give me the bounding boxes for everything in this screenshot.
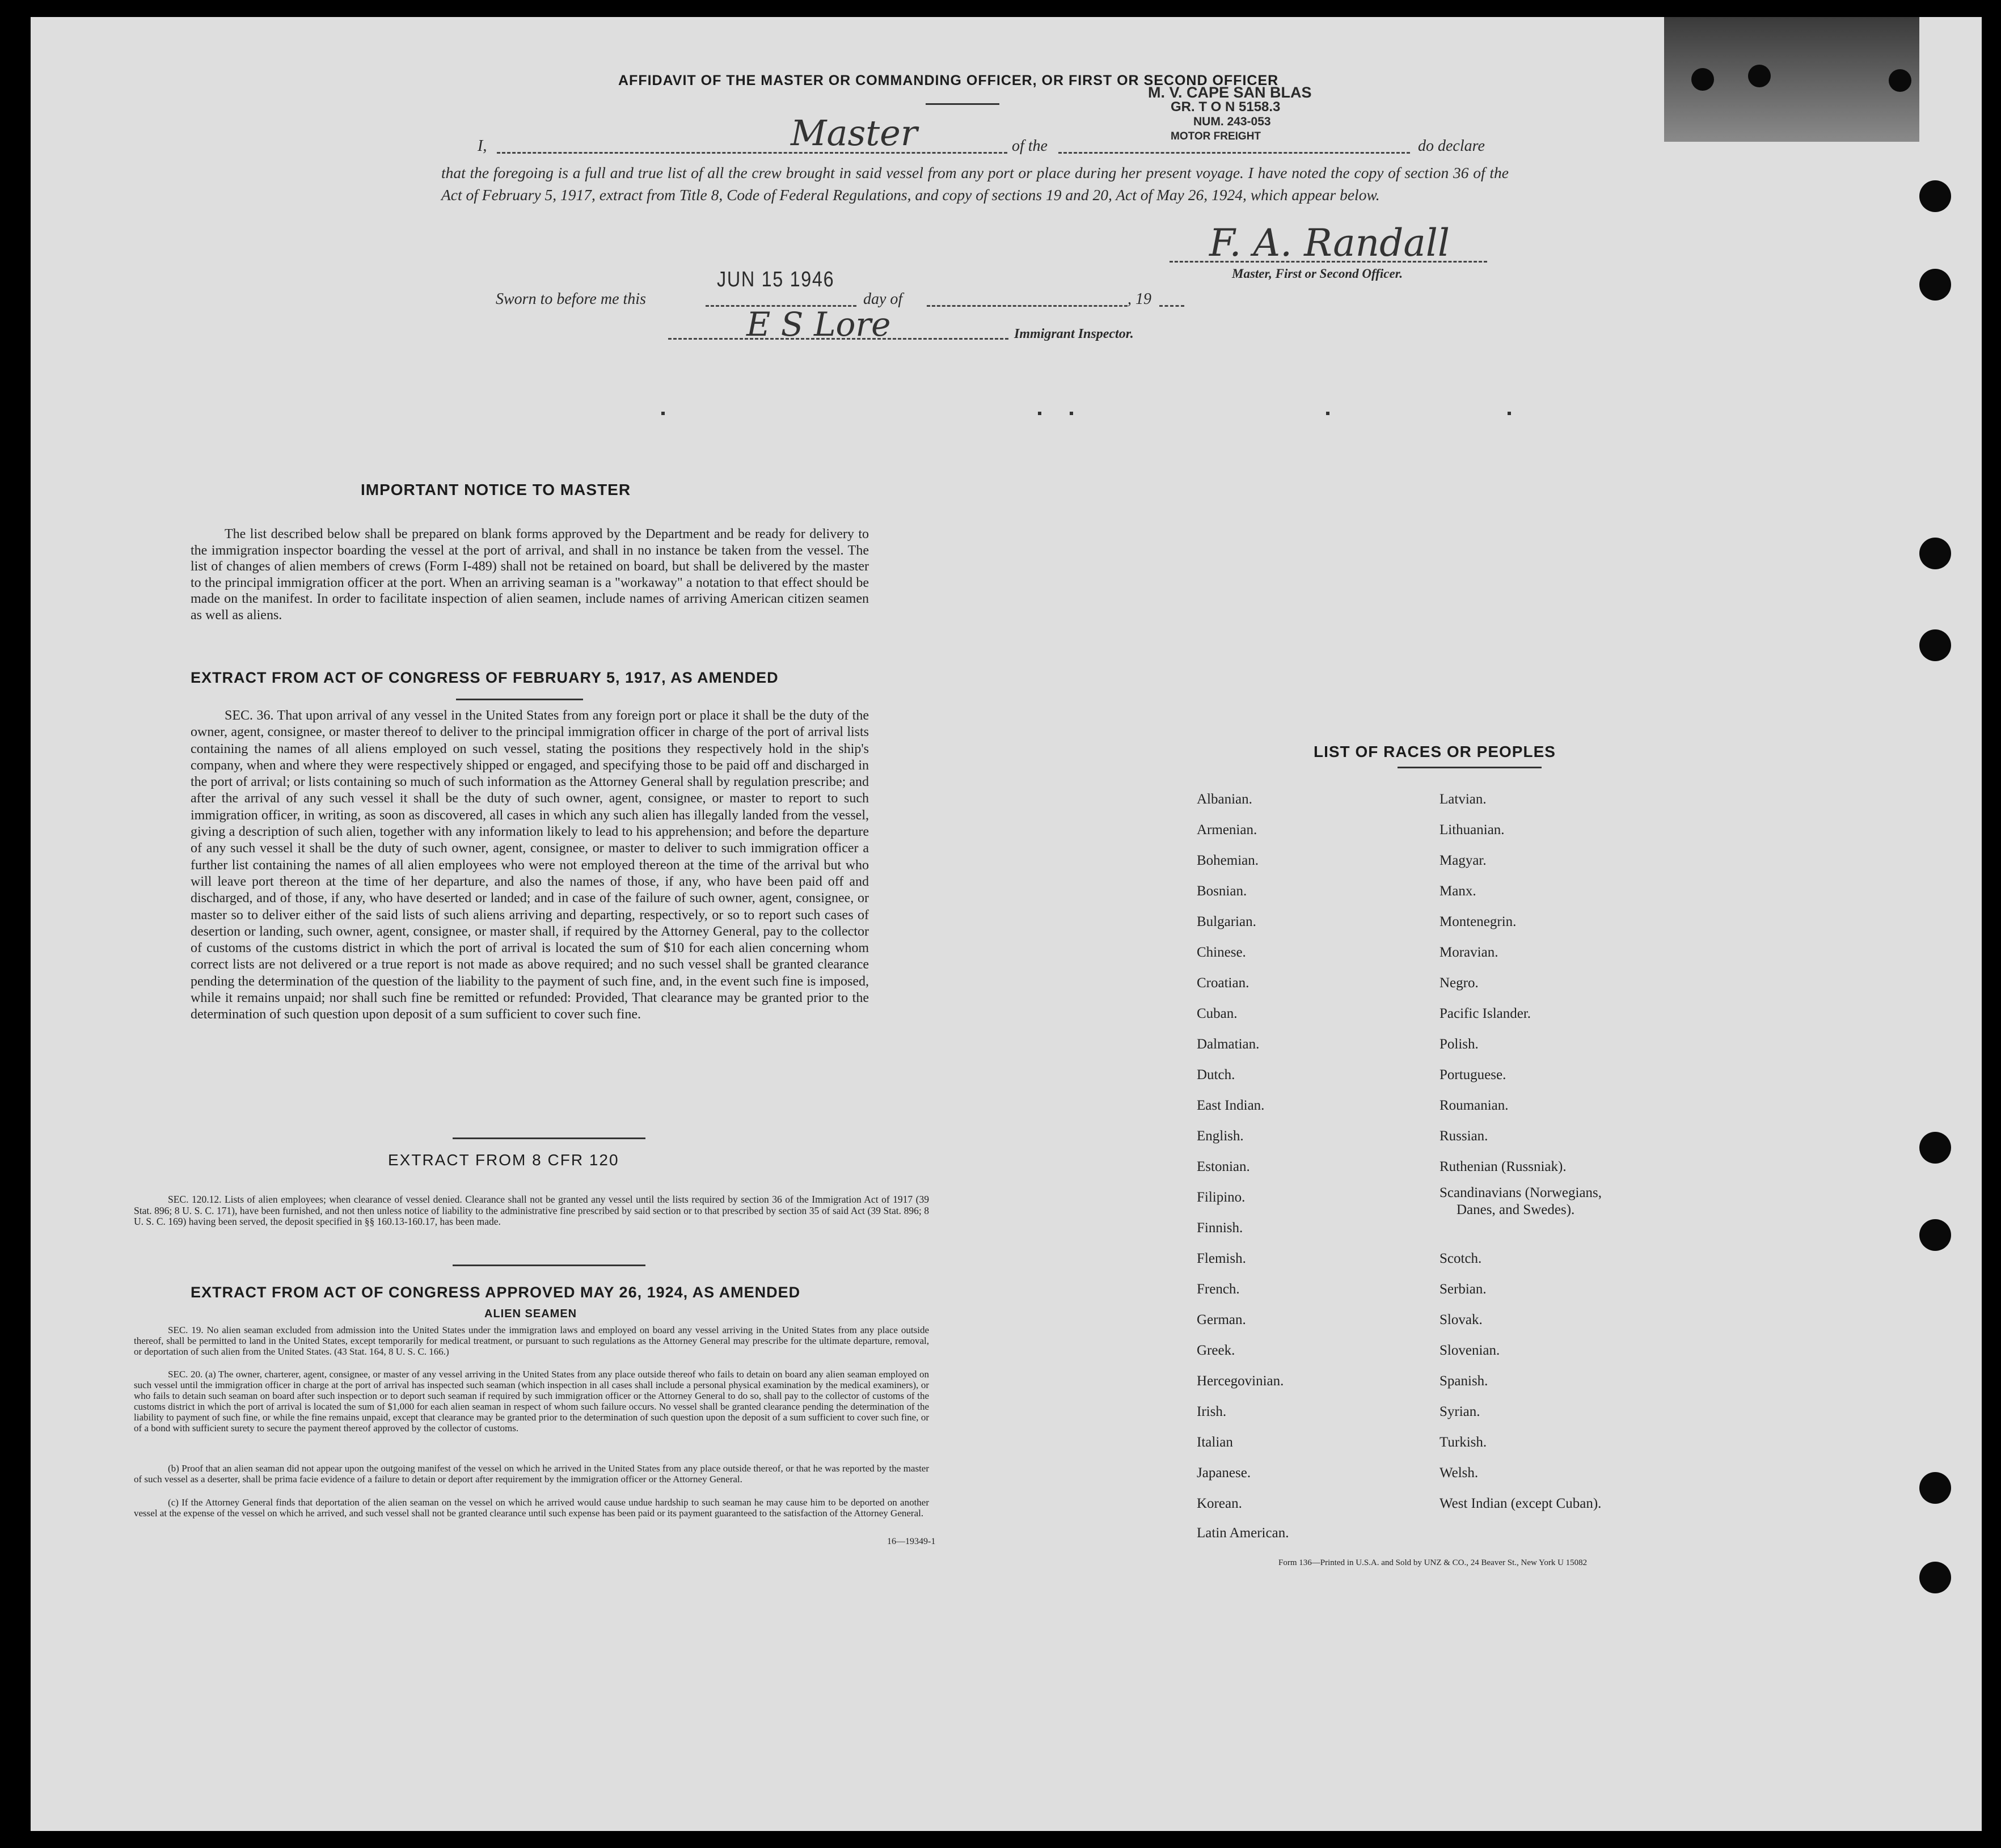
- race-item: Dutch.: [1197, 1067, 1235, 1082]
- extract-cfr-text: SEC. 120.12. Lists of alien employees; when clearance of vessel denied. Clearance shall not be granted any vessel until the lists required by section 36 of the Immigration Act of 1917 (39 Stat. 896; 8 U. S. C. 171), have been furnished, and not then unless notice of liability to the administrative fine prescribed by said section or to that prescribed by section 35 of said Act (39 Stat. 896; 8 U. S. C. 169) having been served, the deposit specified in §§ 160.13-160.17, has been made.: [134, 1194, 929, 1227]
- race-item: Irish.: [1197, 1404, 1227, 1419]
- document-page: [31, 17, 1982, 1831]
- vessel-line: [1058, 152, 1410, 154]
- extract-1917-title: EXTRACT FROM ACT OF CONGRESS OF FEBRUARY 5, 1917, AS AMENDED: [191, 669, 779, 686]
- race-item: Bulgarian.: [1197, 914, 1256, 929]
- race-item: Greek.: [1197, 1343, 1235, 1358]
- do-declare-label: do declare: [1418, 137, 1485, 155]
- race-item: Estonian.: [1197, 1159, 1250, 1174]
- vessel-stamp: [1148, 85, 1312, 144]
- sec20b-text: (b) Proof that an alien seaman did not appear upon the outgoing manifest of the vessel on which he arrived in the United States from any place outside thereof, or that he was reported by the master of such vessel as a deserter, shall be prima facie evidence of a failure to detain or deport after requirement by the immigration officer or the Attorney General.: [134, 1463, 929, 1485]
- print-mark: [661, 412, 665, 415]
- divider: [456, 699, 583, 700]
- race-item: Flemish.: [1197, 1251, 1246, 1266]
- race-item: Chinese.: [1197, 945, 1246, 960]
- race-item: East Indian.: [1197, 1098, 1265, 1113]
- race-item: Pacific Islander.: [1439, 1006, 1531, 1021]
- race-item: Roumanian.: [1439, 1098, 1509, 1113]
- race-item: Filipino.: [1197, 1190, 1246, 1205]
- notice-title: IMPORTANT NOTICE TO MASTER: [361, 481, 631, 498]
- sworn-year-line: [1159, 305, 1184, 307]
- race-item: Latin American.: [1197, 1525, 1289, 1541]
- race-item: Turkish.: [1439, 1435, 1487, 1450]
- race-item: Croatian.: [1197, 975, 1249, 991]
- vessel-number: NUM. 243-053: [1193, 115, 1271, 128]
- race-item: Korean.: [1197, 1496, 1242, 1511]
- form-footer: Form 136—Printed in U.S.A. and Sold by UNZ & CO., 24 Beaver St., New York U 15082: [1278, 1558, 1588, 1567]
- race-item: Danes, and Swedes).: [1457, 1202, 1575, 1217]
- race-item: Polish.: [1439, 1037, 1479, 1052]
- punch-hole-icon: [1919, 1562, 1951, 1593]
- divider: [926, 103, 999, 105]
- race-item: Portuguese.: [1439, 1067, 1506, 1082]
- race-item: German.: [1197, 1312, 1246, 1327]
- vessel-tonnage: GR. T O N 5158.3: [1171, 99, 1281, 115]
- race-item: Scotch.: [1439, 1251, 1482, 1266]
- sec20a-text: SEC. 20. (a) The owner, charterer, agent, consignee, or master of any vessel arriving in the United States from any place outside thereof who fails to detain on board any alien seaman employed on such vessel until the immigration officer in charge at the port of arrival has inspected such seaman (which inspection in all cases shall include a personal physical examination by the medical examiners), or who fails to detain such seaman on board after such inspection or to deport such seaman if required by such immigration officer or the Attorney General to do so, shall pay to the collector of customs of the customs district in which the port of arrival is located the sum of $1,000 for each alien seaman in respect of whom such failure occurs. No vessel shall be granted clearance pending the determination of the liability to payment of such fine, or while the fine remains unpaid, except that clearance may be granted prior to the determination of such question upon the deposit of a sum sufficient to cover such fine, or of a bond with sufficient surety to secure the payment thereof approved by the collector of customs.: [134, 1369, 929, 1433]
- race-item: Lithuanian.: [1439, 822, 1505, 838]
- divider: [1398, 767, 1542, 768]
- extract-cfr-title: EXTRACT FROM 8 CFR 120: [388, 1151, 619, 1169]
- race-item: English.: [1197, 1128, 1244, 1144]
- race-item: Serbian.: [1439, 1282, 1487, 1297]
- punch-hole-icon: [1919, 1219, 1951, 1251]
- date-stamp: JUN 15 1946: [717, 268, 835, 291]
- races-title: LIST OF RACES OR PEOPLES: [1314, 743, 1556, 760]
- race-item: Japanese.: [1197, 1465, 1251, 1481]
- master-name-handwritten: Master: [791, 112, 918, 154]
- sec19-text: SEC. 19. No alien seaman excluded from admission into the United States under the immigration laws and employed on board any vessel arriving in the United States from any place outside thereof, shall be permitted to land in the United States, except temporarily for medical treatment, or pursuant to such regulations as the Attorney General may prescribe for the ultimate departure, removal, or deportation of such alien from the United States. (43 Stat. 164, 8 U. S. C. 166.): [134, 1325, 929, 1357]
- race-item: Italian: [1197, 1435, 1233, 1450]
- inspector-label: Immigrant Inspector.: [1014, 327, 1134, 341]
- declaration-prefix: I,: [478, 137, 487, 155]
- sec20c-text: (c) If the Attorney General finds that deportation of the alien seaman on the vessel on which he arrived would cause undue hardship to such seaman he may cause him to be deported on another vessel at the expense of the vessel on which he arrived, and such vessel shall not be granted clearance until such expense has been paid or its payment guaranteed to the satisfaction of the Attorney General.: [134, 1497, 929, 1519]
- clip-hole-icon: [1889, 69, 1911, 92]
- vessel-type: MOTOR FREIGHT: [1171, 130, 1261, 142]
- race-item: Magyar.: [1439, 853, 1487, 868]
- race-item: Bosnian.: [1197, 883, 1247, 899]
- clip-hole-icon: [1748, 65, 1771, 87]
- race-item: Moravian.: [1439, 945, 1498, 960]
- race-item: Welsh.: [1439, 1465, 1479, 1481]
- master-signature-line: [1170, 261, 1487, 263]
- form-code: 16—19349-1: [887, 1537, 936, 1546]
- race-item: Manx.: [1439, 883, 1476, 899]
- punch-hole-icon: [1919, 269, 1951, 301]
- sworn-month-line: [927, 305, 1128, 307]
- punch-hole-icon: [1919, 1472, 1951, 1504]
- inspector-signature: E S Lore: [746, 305, 891, 344]
- race-item: Ruthenian (Russniak).: [1439, 1159, 1567, 1174]
- inspector-line: [668, 338, 1008, 340]
- race-item: West Indian (except Cuban).: [1439, 1496, 1602, 1511]
- print-mark: [1326, 412, 1329, 415]
- race-item: Russian.: [1439, 1128, 1488, 1144]
- year-label: , 19: [1128, 290, 1151, 308]
- notice-text: The list described below shall be prepared on blank forms approved by the Department and be ready for delivery to the immigration inspector boarding the vessel at the port of arrival, and shall in no instance be taken from the vessel. The list of changes of alien members of crews (Form I-489) shall not be retained on board, but shall be delivered by the master to the principal immigration officer at the port. When an arriving seaman is a "workaway" a notation to that effect should be made on the manifest. In order to facilitate inspection of alien seamen, include names of arriving American citizen seamen as well as aliens.: [191, 527, 869, 623]
- race-item: Hercegovinian.: [1197, 1373, 1284, 1389]
- race-item: Scandinavians (Norwegians,: [1439, 1185, 1602, 1200]
- race-item: Armenian.: [1197, 822, 1257, 838]
- race-item: Slovak.: [1439, 1312, 1483, 1327]
- punch-hole-icon: [1919, 180, 1951, 212]
- race-item: Finnish.: [1197, 1220, 1243, 1236]
- print-mark: [1070, 412, 1073, 415]
- extract-1924-subtitle: ALIEN SEAMEN: [484, 1308, 577, 1320]
- print-mark: [1038, 412, 1041, 415]
- punch-hole-icon: [1919, 538, 1951, 569]
- race-item: Negro.: [1439, 975, 1479, 991]
- of-the-label: of the: [1012, 137, 1048, 155]
- day-of-label: day of: [863, 290, 903, 308]
- print-mark: [1508, 412, 1511, 415]
- affidavit-title: AFFIDAVIT OF THE MASTER OR COMMANDING OFFICER, OR FIRST OR SECOND OFFICER: [618, 73, 1279, 88]
- master-name-line: [497, 152, 1007, 154]
- sworn-label: Sworn to before me this: [496, 290, 646, 308]
- punch-hole-icon: [1919, 1132, 1951, 1164]
- race-item: Cuban.: [1197, 1006, 1238, 1021]
- race-item: French.: [1197, 1282, 1240, 1297]
- race-item: Albanian.: [1197, 792, 1252, 807]
- extract-1924-title: EXTRACT FROM ACT OF CONGRESS APPROVED MAY 26, 1924, AS AMENDED: [191, 1284, 801, 1301]
- race-item: Montenegrin.: [1439, 914, 1517, 929]
- extract-1917-text: SEC. 36. That upon arrival of any vessel in the United States from any foreign port or place it shall be the duty of the owner, agent, consignee, or master thereof to deliver to the principal immigration officer in charge of the port of arrival lists containing the names of all aliens employed on such vessel, stating the positions they respectively hold in the ship's company, when and where they were respectively shipped or engaged, and specifying those to be paid off and discharged in the port of arrival; or lists containing so much of such information as the Attorney General shall by regulation prescribe; and after the arrival of any such vessel it shall be the duty of such owner, agent, consignee, or master to report to such immigration officer, in writing, as soon as discovered, all cases in which any such alien has illegally landed from the vessel, giving a description of such alien, together with any information likely to lead to his apprehension; and before the departure of any such vessel it shall be the duty of such owner, agent, consignee, or master to deliver to such immigration officer a further list containing the names of all alien employees who were not employed thereon at the time of the arrival but who will leave port thereon at the time of her departure, and also the names of those, if any, who have been paid off and discharged, and of those, if any, who have deserted or landed; and in case of the failure of such owner, agent, consignee, or master so to deliver either of the said lists of such aliens arriving and departing, respectively, or so to report such cases of desertion or landing, such owner, agent, consignee, or master shall, if required by the Attorney General, pay to the collector of customs of the customs district in which the port of arrival is located the sum of $10 for each alien concerning whom correct lists are not delivered or a true report is not made as above required; and no such vessel shall be granted clearance pending the determination of the question of the liability to the payment of such fine, and, in the event such fine is imposed, while it remains unpaid; nor shall such fine be remitted or refunded: Provided, That clearance may be granted prior to the determination of such question upon deposit of a sum sufficient to cover such fine.: [191, 708, 869, 1022]
- race-item: Dalmatian.: [1197, 1037, 1260, 1052]
- race-item: Slovenian.: [1439, 1343, 1500, 1358]
- divider: [453, 1137, 645, 1139]
- race-item: Syrian.: [1439, 1404, 1480, 1419]
- punch-hole-icon: [1919, 629, 1951, 661]
- race-item: Latvian.: [1439, 792, 1487, 807]
- master-signature: F. A. Randall: [1209, 221, 1450, 265]
- race-item: Bohemian.: [1197, 853, 1259, 868]
- vessel-name: M. V. CAPE SAN BLAS: [1148, 84, 1312, 101]
- affidavit-body: that the foregoing is a full and true list of all the crew brought in said vessel from any port or place during her present voyage. I have noted the copy of section 36 of the Act of February 5, 1917, extract from Title 8, Code of Federal Regulations, and copy of sections 19 and 20, Act of May 26, 1924, which appear below.: [441, 164, 1509, 204]
- divider: [453, 1265, 645, 1266]
- master-signature-label: Master, First or Second Officer.: [1232, 267, 1403, 281]
- clip-hole-icon: [1691, 68, 1714, 91]
- race-item: Spanish.: [1439, 1373, 1488, 1389]
